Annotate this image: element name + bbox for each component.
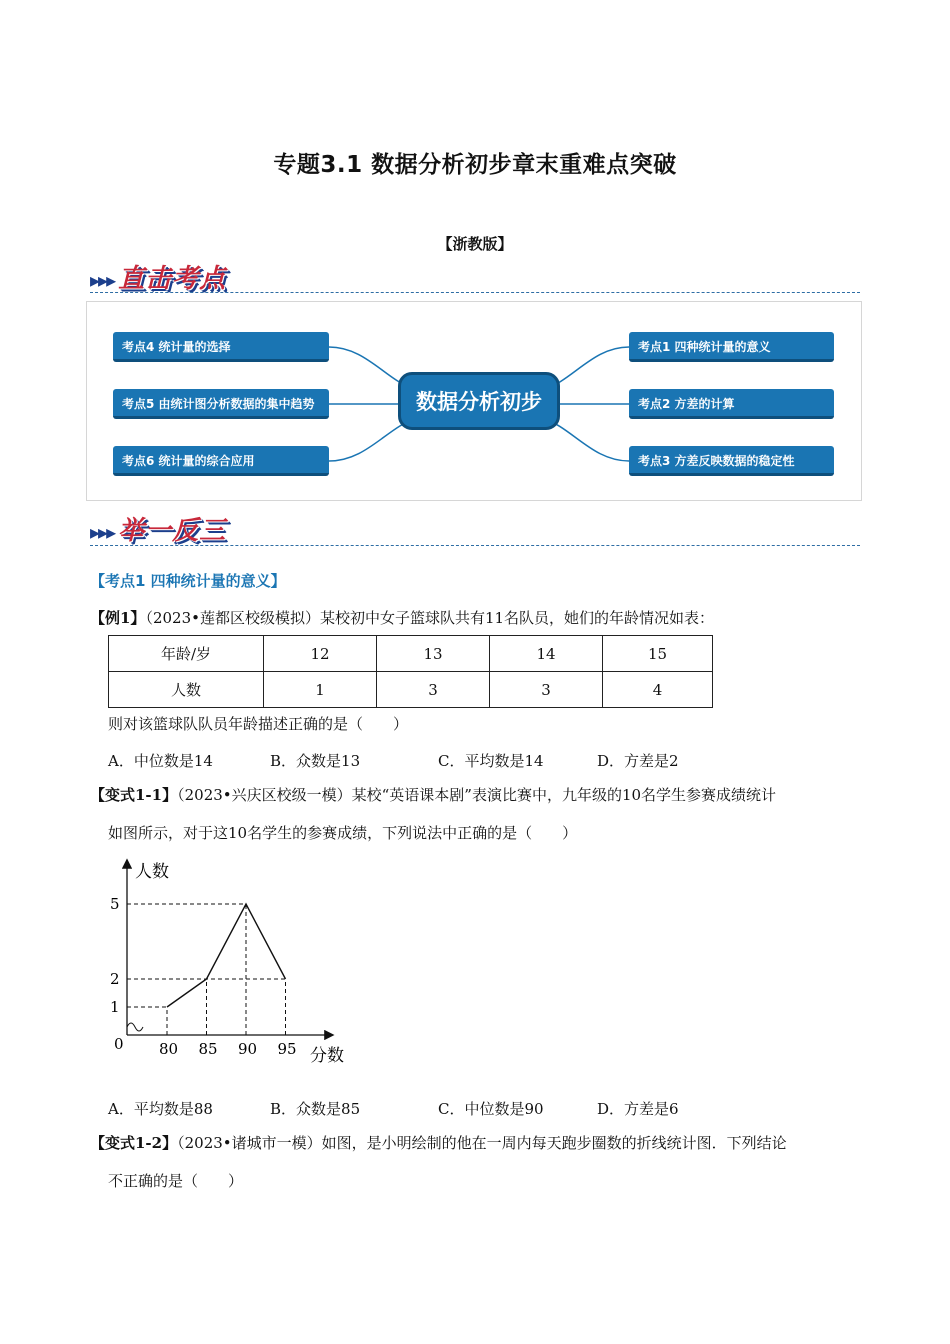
x-axis-label: 分数 [310,1046,344,1066]
table-cell: 3 [490,672,603,708]
table-row [109,636,713,672]
x-tick-label: 85 [198,1040,218,1058]
table-cell: 1 [264,672,377,708]
example-1-stem [90,608,714,628]
page-title: 专题3.1 数据分析初步章末重难点突破 [273,152,677,178]
x-tick-label: 80 [159,1040,179,1058]
variant-label: 【变式1-1】 [90,786,178,804]
y-tick-label: 2 [110,970,120,988]
x-tick-label: 95 [277,1040,297,1058]
table-cell: 12 [264,636,377,672]
series-line [167,904,286,1007]
banner-direct-points [90,258,226,295]
option-c: C．平均数是14 [438,752,544,770]
example-text: （2023•莲都区校级模拟）某校初中女子篮球队共有11名队员，她们的年龄情况如表： [145,609,715,627]
edition-label: 【浙教版】 [437,235,513,253]
kaodian-3-node: 考点3 方差反映数据的稳定性 [629,446,834,476]
table-cell: 人数 [109,672,264,708]
divider [90,545,860,546]
variant-1-2-stem [90,1133,787,1153]
score-line-chart [100,855,360,1070]
table-cell: 15 [603,636,713,672]
table-row [109,672,713,708]
kaodian-5-node: 考点5 由统计图分析数据的集中趋势 [113,389,329,419]
axis-break [127,1023,143,1031]
variant-1-2-stem-line2: 不正确的是（ ） [108,1172,244,1190]
origin-label: 0 [114,1035,124,1053]
triple-arrow-icon: ▸▸▸ [90,520,115,544]
option-c: C．中位数是90 [438,1100,544,1118]
table-cell: 3 [377,672,490,708]
kaodian-2-node: 考点2 方差的计算 [629,389,834,419]
table-cell: 14 [490,636,603,672]
x-tick-label: 90 [238,1040,258,1058]
option-d: D．方差是6 [597,1100,679,1118]
y-axis-label: 人数 [135,862,169,882]
option-b: B．众数是13 [270,752,361,770]
y-tick-label: 1 [110,998,120,1016]
example-label: 【例1】 [90,609,146,627]
variant-text: （2023•兴庆区校级一模）某校“英语课本剧”表演比赛中，九年级的10名学生参赛成绩统计 [177,786,777,804]
variant-label: 【变式1-2】 [90,1134,178,1152]
triple-arrow-icon: ▸▸▸ [90,268,115,292]
option-b: B．众数是85 [270,1100,361,1118]
table-cell: 4 [603,672,713,708]
variant-1-1-stem-line2: 如图所示，对于这10名学生的参赛成绩，下列说法中正确的是（ ） [108,824,578,842]
mind-map-center: 数据分析初步 [398,372,560,430]
banner-examples [90,510,226,547]
variant-1-1-stem [90,785,776,805]
section-title: 【考点1 四种统计量的意义】 [90,572,286,590]
option-d: D．方差是2 [597,752,679,770]
example-1-question: 则对该篮球队队员年龄描述正确的是（ ） [108,715,409,733]
option-a: A．平均数是88 [108,1100,213,1118]
option-a: A．中位数是14 [108,752,213,770]
kaodian-4-node: 考点4 统计量的选择 [113,332,329,362]
banner-text: 直击考点 [118,264,227,294]
kaodian-1-node: 考点1 四种统计量的意义 [629,332,834,362]
variant-text: （2023•诸城市一模）如图，是小明绘制的他在一周内每天跑步圈数的折线统计图．下列结论 [177,1134,787,1152]
divider [90,292,860,293]
y-tick-label: 5 [110,895,120,913]
mind-map [86,301,862,501]
kaodian-6-node: 考点6 统计量的综合应用 [113,446,329,476]
banner-text: 举一反三 [118,516,227,546]
table-cell: 13 [377,636,490,672]
age-table [108,635,713,708]
table-cell: 年龄/岁 [109,636,264,672]
